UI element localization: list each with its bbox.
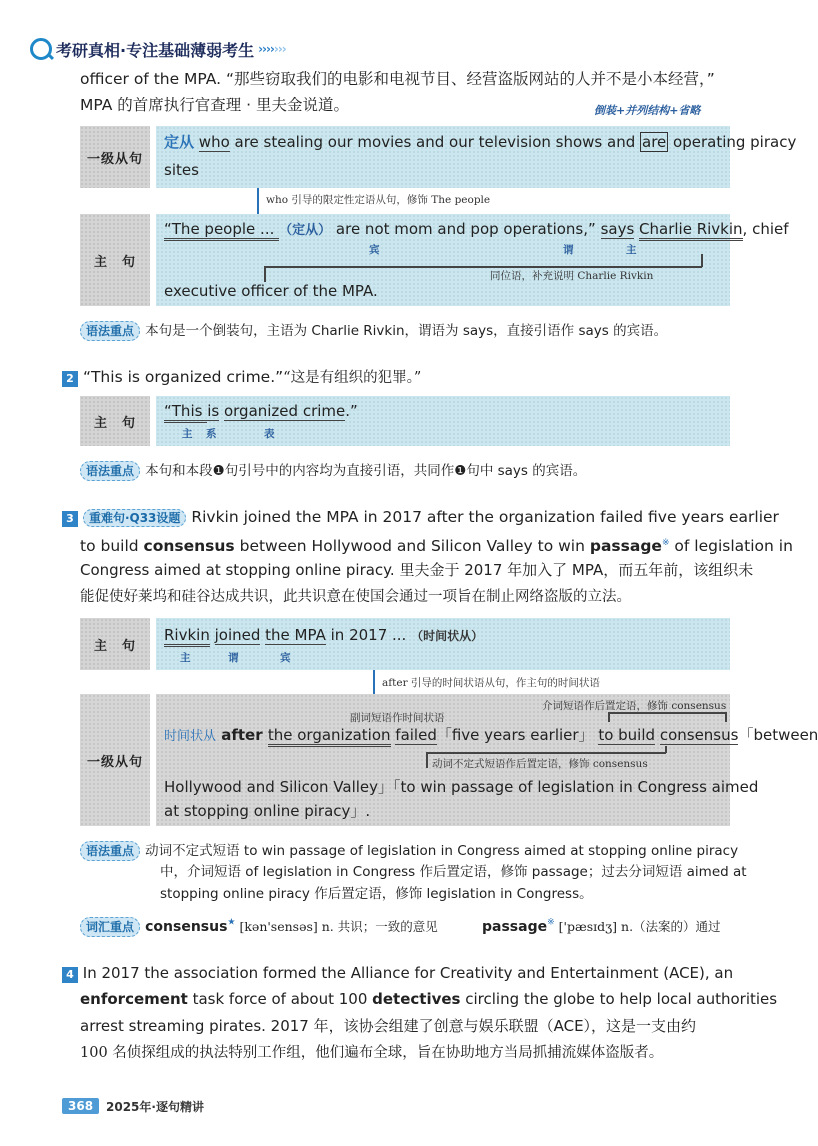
sentence-3-line4: 能促使好莱坞和硅谷达成共识，此共识意在使国会通过一项旨在制止网络盗版的立法。 <box>80 589 631 605</box>
star-icon: ★ <box>227 917 236 928</box>
relative-clause-tag: 定从 <box>164 133 195 151</box>
vocab-def-consensus: [kən'sensəs] n. 共识；一致的意见 <box>235 919 438 934</box>
arrow-note-1: who 引导的限定性定语从句，修饰 The people <box>266 194 491 206</box>
clause-marker: （时间状从） <box>411 629 484 643</box>
word-joined: joined <box>214 626 261 644</box>
word-detectives: detectives <box>372 990 461 1008</box>
main-clause-box-3 <box>156 618 730 670</box>
appositive-note: 同位语，补充说明 Charlie Rivkin <box>490 270 654 282</box>
phrase-organized-crime: organized crime <box>223 402 346 420</box>
sentence-3-line3: Congress aimed at stopping online piracy. 里夫金于 2017 年加入了 MPA，而五年前，该组织未 <box>80 561 754 579</box>
clause-box-top <box>156 126 797 188</box>
word-passage: passage <box>589 537 662 556</box>
label-clause-level1: 一级从句 <box>80 126 150 188</box>
sentence-3-line1 <box>62 504 779 532</box>
chevron-arrows-icon: ››››››› <box>258 42 286 56</box>
clause-text-line2: sites <box>164 161 199 179</box>
word-this: “This <box>164 402 207 423</box>
text: between Hollywood and Silicon Valley to win <box>234 537 590 556</box>
sentence-number: 4 <box>62 967 78 983</box>
clause-text-a: are stealing our movies and our television shows and <box>229 133 640 151</box>
sentence-number: 2 <box>62 371 78 387</box>
grammar-tag: 语法重点 <box>80 461 140 481</box>
arrow-line <box>257 188 259 214</box>
label-main-clause-2: 主 句 <box>80 396 150 446</box>
phrase-the-organization: the organization <box>268 726 391 747</box>
adverbial-note: 副词短语作时间状语 <box>350 712 445 724</box>
word-says: says <box>600 220 635 238</box>
grammar-tag: 语法重点 <box>80 841 140 861</box>
clause-bottom-line2: Hollywood and Silicon Valley」「to win passage of legislation in Congress aimed <box>164 778 759 796</box>
side-note: 倒装+并列结构+省略 <box>594 104 701 117</box>
page-number: 368 <box>62 1098 99 1114</box>
subject-phrase: “The people ... <box>164 220 279 241</box>
sentence-number: 3 <box>62 511 78 527</box>
word-are-boxed: are <box>642 133 667 151</box>
word-rivkin: Rivkin <box>164 626 210 647</box>
main-clause-box <box>156 214 789 306</box>
word-charlie-rivkin: Charlie Rivkin <box>639 220 743 241</box>
sentence-4-line3: arrest streaming pirates. 2017 年，该协会组建了创意与娱乐联盟（ACE），这是一支由约 <box>80 1017 697 1035</box>
quote-text: are not mom and pop operations,” <box>331 220 601 238</box>
phrase-five-years: 「five years earlier」 <box>436 726 594 744</box>
grammar-note-text: 本句是一个倒装句，主语为 Charlie Rivkin，谓语为 says，直接引语作 says 的宾语。 <box>145 323 668 339</box>
sentence-4-line1 <box>62 960 733 987</box>
grammar-label-subject: 主 <box>626 244 637 256</box>
clause-bottom-line1 <box>164 722 818 750</box>
sentence-2-cn: “这是有组织的犯罪。” <box>283 370 422 386</box>
star-icon: ※ <box>661 538 670 548</box>
grammar-label-object: 宾 <box>280 652 291 664</box>
clause-box-bottom <box>156 694 818 826</box>
bracket-left <box>608 712 610 722</box>
sentence-4-line2 <box>80 986 777 1013</box>
bracket-right <box>665 746 667 753</box>
grammar-note-line2: 中，介词短语 of legislation in Congress 作后置定语，修饰 passage；过去分词短语 aimed at <box>160 864 747 880</box>
label-main-clause: 主 句 <box>80 214 150 306</box>
bracket-right <box>725 712 727 722</box>
header-title: 考研真相·专注基础薄弱考生 <box>56 40 255 60</box>
bracket-line <box>426 752 666 754</box>
sentence-3-text: Rivkin joined the MPA in 2017 after the organization failed five years earlier <box>186 508 779 526</box>
star-icon: ※ <box>547 917 555 928</box>
label-main-clause-3: 主 句 <box>80 618 150 670</box>
footer-title: 2025年·逐句精讲 <box>106 1100 204 1114</box>
vocab-word-passage: passage <box>482 919 548 935</box>
clause-bottom-line3: at stopping online piracy」. <box>164 802 371 820</box>
intro-line-2: MPA 的首席执行官查理 · 里夫金说道。 <box>80 96 350 114</box>
word-consensus: consensus <box>143 537 235 556</box>
prep-phrase-note: 介词短语作后置定语，修饰 consensus <box>542 700 727 712</box>
running-header <box>30 36 286 62</box>
arrow-line <box>373 670 375 694</box>
text-between: 「between <box>738 726 818 744</box>
sentence-2-en: “This is organized crime.” <box>82 368 284 386</box>
main-clause-box-2 <box>156 396 730 446</box>
infinitive-note: 动词不定式短语作后置定语，修饰 consensus <box>432 758 648 770</box>
bracket-right <box>701 254 703 267</box>
grammar-label-object: 宾 <box>369 244 380 256</box>
grammar-label-subject: 主 <box>182 428 193 440</box>
word-consensus-b: consensus <box>659 726 739 744</box>
phrase-to-build: to build <box>598 726 656 744</box>
word-after: after <box>216 726 268 744</box>
vocab-def-passage: ['pæsɪdʒ] n.（法案的）通过 <box>554 919 721 934</box>
text: of legislation in <box>669 537 793 556</box>
space <box>210 626 215 644</box>
text: in 2017 ... <box>325 626 412 644</box>
word-is: is <box>207 402 220 420</box>
text: circling the globe to help local authorities <box>460 990 778 1008</box>
arrow-note-3: after 引导的时间状语从句，作主句的时间状语 <box>382 677 600 689</box>
grammar-label-verb: 谓 <box>563 244 574 256</box>
label-clause-level1-b: 一级从句 <box>80 694 150 826</box>
grammar-note-line1: 动词不定式短语 to win passage of legislation in Congress aimed at stopping online piracy <box>145 843 739 859</box>
grammar-note-3 <box>80 840 738 862</box>
search-logo-icon <box>30 38 52 60</box>
main-clause-line2: executive officer of the MPA. <box>164 282 378 300</box>
clause-text-b: operating piracy <box>668 133 797 151</box>
clause-marker: （定从） <box>279 223 332 238</box>
intro-line-1: officer of the MPA. “那些窃取我们的电影和电视节目、经营盗版网站的人并不是小本经营，” <box>80 70 715 88</box>
vocab-row <box>80 916 438 935</box>
grammar-note-text: 本句和本段❶句引号中的内容均为直接引语，共同作❶句中 says 的宾语。 <box>145 463 587 479</box>
grammar-tag: 语法重点 <box>80 321 140 341</box>
word-failed: failed <box>395 726 437 744</box>
grammar-label-copula: 系 <box>206 428 217 440</box>
vocab-row-2 <box>482 916 721 935</box>
sentence-2 <box>62 364 421 392</box>
grammar-note-1 <box>80 320 667 342</box>
vocab-tag: 词汇重点 <box>80 917 140 937</box>
word-the-mpa: the MPA <box>265 626 326 644</box>
main-clause-line1 <box>164 216 789 244</box>
word-enforcement: enforcement <box>80 990 188 1008</box>
sentence-4-text: In 2017 the association formed the Alliance for Creativity and Entertainment (ACE), an <box>78 964 734 982</box>
grammar-note-line3: stopping online piracy 作后置定语，修饰 legislation in Congress。 <box>160 886 593 902</box>
sentence-4-line4: 100 名侦探组成的执法特别工作组，他们遍布全球，旨在协助地方当局抓捕流媒体盗版者。 <box>80 1045 664 1061</box>
word-who: who <box>198 133 230 151</box>
vocab-word-consensus: consensus <box>145 919 228 935</box>
grammar-label-subject: 主 <box>180 652 191 664</box>
grammar-note-2 <box>80 460 586 482</box>
time-clause-tag: 时间状从 <box>164 729 217 744</box>
grammar-label-predicative: 表 <box>264 428 275 440</box>
sentence-3-line2 <box>80 530 793 560</box>
text: to build <box>80 537 144 556</box>
difficult-sentence-tag: 重难句·Q33设题 <box>83 509 186 527</box>
grammar-label-verb: 谓 <box>228 652 239 664</box>
bracket-left <box>426 752 428 768</box>
quote-close: .” <box>345 402 358 420</box>
bracket-line <box>608 712 726 714</box>
text: task force of about 100 <box>187 990 373 1008</box>
text-chief: , chief <box>742 220 789 238</box>
